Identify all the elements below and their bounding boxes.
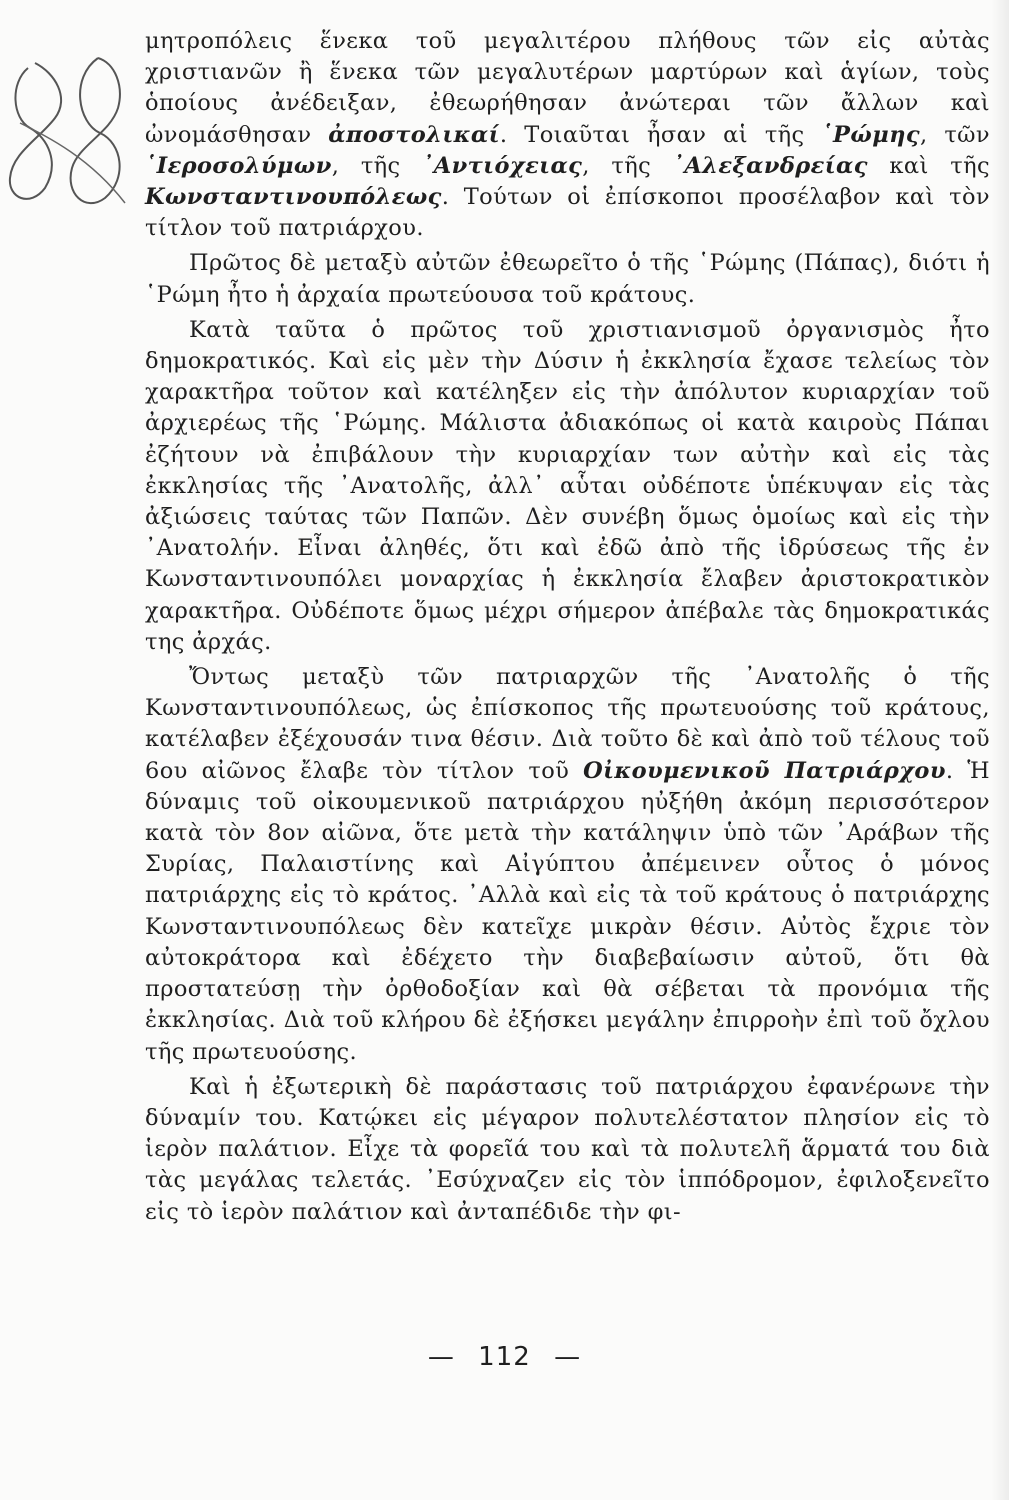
handwritten-margin-mark [0,28,140,228]
emphasis-term: ᾿Αλεξανδρείας [672,152,868,179]
text-run: καὶ τῆς [867,152,990,179]
footer-dash-left: — [427,1342,455,1372]
text-run: Ὄντως μεταξὺ τῶν πατριαρχῶν τῆς ᾿Ανατολῆς ὁ τῆς Κωνσταντινουπόλεως, ὡς ἐπίσκοπος τῆς πρωτευούσης τοῦ κράτους, κατέλαβεν ἐξέχουσάν τινα θέσιν. Διὰ τοῦτο δὲ καὶ ἀπὸ τοῦ τέλους τοῦ 6ου αἰῶνος ἔλαβε τὸν τίτλον τοῦ [145,664,990,784]
paragraph [145,662,990,1068]
page-edge-shadow [991,0,1009,1500]
text-run: , τῶν [919,121,990,148]
emphasis-term: ῾Ιεροσολύμων [145,152,332,179]
main-text [145,26,990,1228]
text-run: . Τοιαῦται ἦσαν αἱ τῆς [499,121,822,148]
paragraph [145,248,990,310]
emphasis-term: ἀποστολικαί [328,121,500,148]
emphasis-term: Οἰκουμενικοῦ Πατριάρχου [583,757,946,784]
text-run: . Ἡ δύναμις τοῦ οἰκουμενικοῦ πατριάρχου ηὐξήθη ἀκόμη περισσότερον κατὰ τὸν 8ον αἰῶνα, ὅτε μετὰ τὴν κατάληψιν ὑπὸ τῶν ᾿Αράβων τῆς Συρίας, Παλαιστίνης καὶ Αἰγύπτου ἀπέμεινεν οὗτος ὁ μόνος πατριάρχης εἰς τὸ κράτος. ᾿Αλλὰ καὶ εἰς τὰ τοῦ κράτους ὁ πατριάρχης Κωνσταντινουπόλεως δὲν κατεῖχε μικρὰν θέσιν. Αὐτὸς ἔχριε τὸν αὐτοκράτορα καὶ ἐδέχετο τὴν διαβεβαίωσιν αὐτοῦ, ὅτι θὰ προστατεύσῃ τὴν ὀρθοδοξίαν καὶ θὰ σέβεται τὰ προνόμια τῆς ἐκκλησίας. Διὰ τοῦ κλήρου δὲ ἐξήσκει μεγάλην ἐπιρροὴν ἐπὶ τοῦ ὄχλου τῆς πρωτευούσης. [145,757,990,1065]
emphasis-term: Κωνσταντινουπόλεως [145,184,442,211]
text-run: , τῆς [331,152,423,179]
paragraph [145,1072,990,1228]
emphasis-term: ῾Ρώμης [821,121,920,148]
text-run: Καὶ ἡ ἐξωτερικὴ δὲ παράστασις τοῦ πατριάρχου ἐφανέρωνε τὴν δύναμίν του. Κατῴκει εἰς μέγαρον πολυτελέστατον πλησίον εἰς τὸ ἱερὸν παλάτιον. Εἶχε τὰ φορεῖά του καὶ τὰ πολυτελῆ ἅρματά του διὰ τὰς μεγάλας τελετάς. ᾿Εσύχναζεν εἰς τὸν ἱππόδρομον, ἐφιλοξενεῖτο εἰς τὸ ἱερὸν παλάτιον καὶ ἀνταπέδιδε τὴν φι- [145,1073,990,1225]
emphasis-term: ᾿Αντιόχειας [422,152,583,179]
page-number: 112 [478,1342,531,1372]
footer-dash-right: — [554,1342,582,1372]
text-run: , τῆς [582,152,673,179]
paragraph [145,315,990,658]
text-run: . Τούτων οἱ ἐπίσκοποι προσέλαβον καὶ τὸν τίτλον τοῦ πατριάρχου. [145,184,990,242]
paragraph [145,26,990,244]
text-run: μητροπόλεις ἕνεκα τοῦ μεγαλιτέρου πλήθους τῶν εἰς αὐτὰς χριστιανῶν ἢ ἕνεκα τῶν μεγαλυτέρων μαρτύρων καὶ ἁγίων, τοὺς ὁποίους ἀνέδειξαν, ἐθεωρήθησαν ἀνώτεραι τῶν ἄλλων καὶ ὠνομάσθησαν [145,28,990,148]
page-footer [0,1342,1009,1372]
text-run: Πρῶτος δὲ μεταξὺ αὐτῶν ἐθεωρεῖτο ὁ τῆς ῾Ρώμης (Πάπας), διότι ἡ ῾Ρώμη ἦτο ἡ ἀρχαία πρωτεύουσα τοῦ κράτους. [145,250,990,308]
text-run: Κατὰ ταῦτα ὁ πρῶτος τοῦ χριστιανισμοῦ ὀργανισμὸς ἦτο δημοκρατικός. Καὶ εἰς μὲν τὴν Δύσιν ἡ ἐκκλησία ἔχασε τελείως τὸν χαρακτῆρα τοῦτον καὶ κατέληξεν εἰς τὴν ἀπόλυτον κυριαρχίαν τοῦ ἀρχιερέως τῆς ῾Ρώμης. Μάλιστα ἀδιακόπως οἱ κατὰ καιροὺς Πάπαι ἐζήτουν νὰ ἐπιβάλουν τὴν κυριαρχίαν των αὐτὴν καὶ εἰς τὰς ἐκκλησίας τῆς ᾿Ανατολῆς, ἀλλ᾿ αὗται οὐδέποτε ὑπέκυψαν εἰς τὰς ἀξιώσεις ταύτας τῶν Παπῶν. Δὲν συνέβη ὅμως ὁμοίως καὶ εἰς τὴν ᾿Ανατολήν. Εἶναι ἀληθές, ὅτι καὶ ἐδῶ ἀπὸ τῆς ἱδρύσεως τῆς ἐν Κωνσταντινουπόλει μοναρχίας ἡ ἐκκλησία ἔλαβεν ἀριστοκρατικὸν χαρακτῆρα. Οὐδέποτε ὅμως μέχρι σήμερον ἀπέβαλε τὰς δημοκρατικάς της ἀρχάς. [145,316,990,655]
